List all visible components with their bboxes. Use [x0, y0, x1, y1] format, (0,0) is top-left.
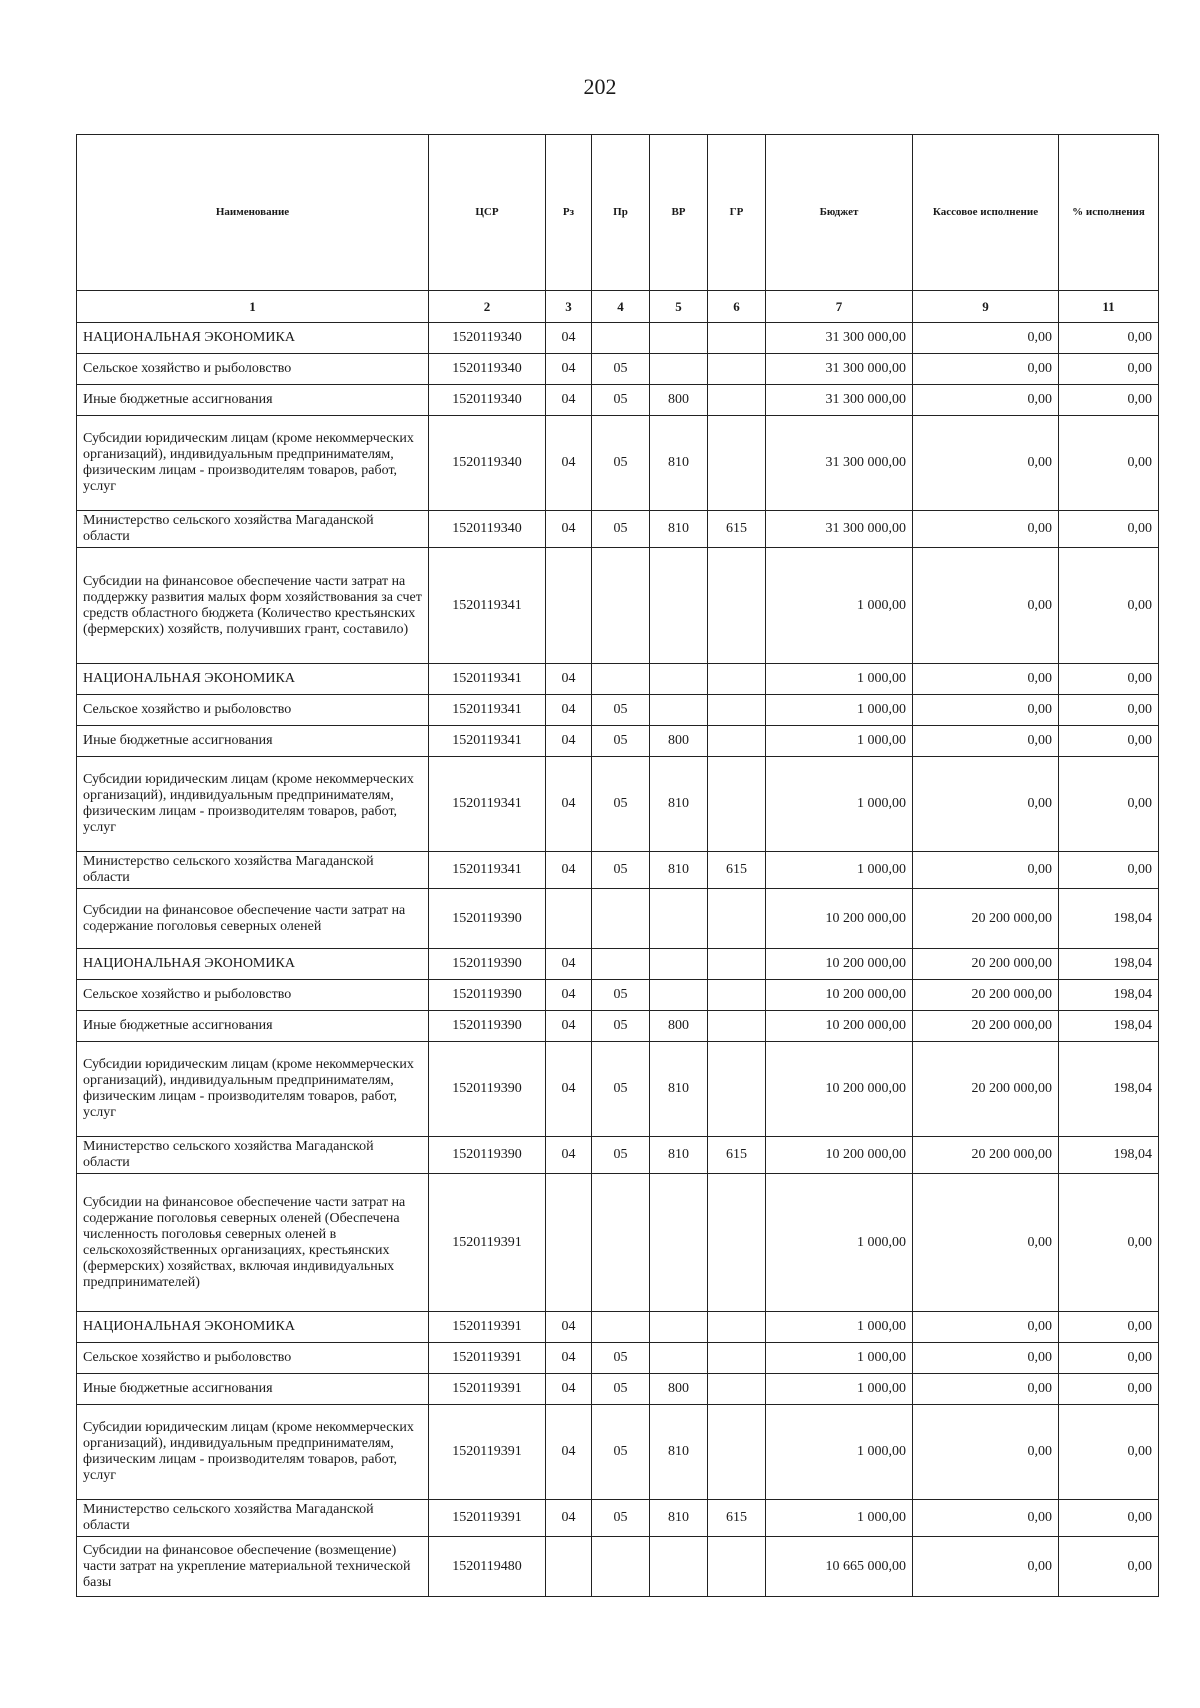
table-row	[77, 323, 1159, 354]
cell-pr: 05	[592, 1042, 650, 1137]
cell-rz	[546, 548, 592, 664]
cell-cash-execution: 0,00	[913, 695, 1059, 726]
cell-rz: 04	[546, 385, 592, 416]
cell-rz: 04	[546, 1500, 592, 1537]
table-row	[77, 511, 1159, 548]
cell-vr: 810	[650, 1137, 708, 1174]
cell-rz: 04	[546, 323, 592, 354]
cell-rz: 04	[546, 980, 592, 1011]
cell-cash-execution: 0,00	[913, 726, 1059, 757]
cell-vr: 810	[650, 416, 708, 511]
cell-cash-execution: 20 200 000,00	[913, 1042, 1059, 1137]
cell-percent-execution: 0,00	[1059, 664, 1159, 695]
cell-budget: 1 000,00	[766, 695, 913, 726]
column-numbers-row	[77, 291, 1159, 323]
cell-csr: 1520119390	[429, 1137, 546, 1174]
cell-name: НАЦИОНАЛЬНАЯ ЭКОНОМИКА	[77, 949, 429, 980]
cell-csr: 1520119341	[429, 852, 546, 889]
cell-csr: 1520119391	[429, 1500, 546, 1537]
table-row	[77, 1500, 1159, 1537]
cell-budget: 1 000,00	[766, 1405, 913, 1500]
cell-cash-execution: 0,00	[913, 511, 1059, 548]
cell-name: Сельское хозяйство и рыболовство	[77, 354, 429, 385]
table-row	[77, 1312, 1159, 1343]
cell-rz: 04	[546, 1343, 592, 1374]
column-number: 9	[913, 291, 1059, 323]
cell-cash-execution: 20 200 000,00	[913, 1011, 1059, 1042]
cell-vr	[650, 980, 708, 1011]
cell-budget: 10 200 000,00	[766, 1042, 913, 1137]
cell-name: Субсидии на финансовое обеспечение части затрат на содержание поголовья северных оленей	[77, 889, 429, 949]
cell-percent-execution: 0,00	[1059, 695, 1159, 726]
cell-csr: 1520119391	[429, 1374, 546, 1405]
cell-csr: 1520119390	[429, 949, 546, 980]
cell-pr: 05	[592, 757, 650, 852]
cell-budget: 1 000,00	[766, 1343, 913, 1374]
cell-rz: 04	[546, 1374, 592, 1405]
header-csr: ЦСР	[429, 135, 546, 291]
cell-gr	[708, 323, 766, 354]
cell-percent-execution: 0,00	[1059, 1500, 1159, 1537]
cell-name: Министерство сельского хозяйства Магаданской области	[77, 1500, 429, 1537]
cell-pr: 05	[592, 1374, 650, 1405]
cell-vr: 810	[650, 1500, 708, 1537]
cell-gr	[708, 385, 766, 416]
cell-budget: 1 000,00	[766, 852, 913, 889]
cell-pr: 05	[592, 511, 650, 548]
cell-gr: 615	[708, 511, 766, 548]
cell-percent-execution: 198,04	[1059, 949, 1159, 980]
header-gr: ГР	[708, 135, 766, 291]
cell-rz: 04	[546, 1137, 592, 1174]
cell-name: НАЦИОНАЛЬНАЯ ЭКОНОМИКА	[77, 664, 429, 695]
header-name: Наименование	[77, 135, 429, 291]
cell-csr: 1520119390	[429, 889, 546, 949]
cell-percent-execution: 0,00	[1059, 1374, 1159, 1405]
cell-csr: 1520119340	[429, 385, 546, 416]
cell-name: Министерство сельского хозяйства Магаданской области	[77, 511, 429, 548]
cell-budget: 1 000,00	[766, 664, 913, 695]
cell-rz: 04	[546, 852, 592, 889]
table-row	[77, 416, 1159, 511]
cell-cash-execution: 20 200 000,00	[913, 889, 1059, 949]
cell-vr	[650, 664, 708, 695]
cell-name: НАЦИОНАЛЬНАЯ ЭКОНОМИКА	[77, 323, 429, 354]
cell-pr	[592, 1537, 650, 1597]
cell-pr	[592, 949, 650, 980]
cell-pr: 05	[592, 385, 650, 416]
column-number: 5	[650, 291, 708, 323]
cell-name: Субсидии на финансовое обеспечение части затрат на содержание поголовья северных оленей (Обеспечена численность поголовья северных оленей в сельскохозяйственных организациях, крестьянских (фермерских) хозяйствах, включая индивидуальных предпринимателей)	[77, 1174, 429, 1312]
cell-name: Иные бюджетные ассигнования	[77, 1011, 429, 1042]
cell-vr	[650, 949, 708, 980]
cell-csr: 1520119391	[429, 1343, 546, 1374]
table-row	[77, 385, 1159, 416]
cell-rz	[546, 1174, 592, 1312]
cell-pr: 05	[592, 695, 650, 726]
cell-cash-execution: 0,00	[913, 548, 1059, 664]
cell-budget: 1 000,00	[766, 1174, 913, 1312]
cell-gr: 615	[708, 1500, 766, 1537]
cell-rz: 04	[546, 1042, 592, 1137]
cell-budget: 1 000,00	[766, 726, 913, 757]
cell-vr	[650, 1312, 708, 1343]
cell-vr	[650, 695, 708, 726]
cell-rz: 04	[546, 1011, 592, 1042]
column-number: 2	[429, 291, 546, 323]
cell-percent-execution: 0,00	[1059, 757, 1159, 852]
cell-rz: 04	[546, 726, 592, 757]
cell-gr: 615	[708, 1137, 766, 1174]
cell-pr	[592, 548, 650, 664]
cell-vr	[650, 1537, 708, 1597]
cell-rz: 04	[546, 1405, 592, 1500]
cell-csr: 1520119340	[429, 416, 546, 511]
cell-budget: 10 200 000,00	[766, 949, 913, 980]
cell-cash-execution: 0,00	[913, 354, 1059, 385]
cell-vr: 800	[650, 1011, 708, 1042]
cell-csr: 1520119390	[429, 1042, 546, 1137]
cell-name: Иные бюджетные ассигнования	[77, 726, 429, 757]
cell-cash-execution: 0,00	[913, 1174, 1059, 1312]
cell-name: Субсидии юридическим лицам (кроме некоммерческих организаций), индивидуальным предпринимателям, физическим лицам - производителям товаров, работ, услуг	[77, 1042, 429, 1137]
cell-pr	[592, 1312, 650, 1343]
cell-name: Субсидии юридическим лицам (кроме некоммерческих организаций), индивидуальным предпринимателям, физическим лицам - производителям товаров, работ, услуг	[77, 1405, 429, 1500]
column-number: 3	[546, 291, 592, 323]
cell-budget: 31 300 000,00	[766, 323, 913, 354]
table-row	[77, 1537, 1159, 1597]
cell-gr	[708, 949, 766, 980]
cell-name: Субсидии юридическим лицам (кроме некоммерческих организаций), индивидуальным предпринимателям, физическим лицам - производителям товаров, работ, услуг	[77, 757, 429, 852]
cell-vr: 800	[650, 385, 708, 416]
header-pr: Пр	[592, 135, 650, 291]
table-row	[77, 1405, 1159, 1500]
cell-vr	[650, 889, 708, 949]
cell-cash-execution: 0,00	[913, 385, 1059, 416]
cell-rz: 04	[546, 949, 592, 980]
cell-gr	[708, 416, 766, 511]
cell-gr	[708, 664, 766, 695]
cell-percent-execution: 0,00	[1059, 1343, 1159, 1374]
cell-gr	[708, 354, 766, 385]
cell-vr: 810	[650, 1405, 708, 1500]
cell-budget: 10 200 000,00	[766, 980, 913, 1011]
cell-budget: 1 000,00	[766, 548, 913, 664]
cell-name: Субсидии на финансовое обеспечение части затрат на поддержку развития малых форм хозяйствования за счет средств областного бюджета (Количество крестьянских (фермерских) хозяйств, получивших грант, составило)	[77, 548, 429, 664]
header-budget: Бюджет	[766, 135, 913, 291]
cell-budget: 10 200 000,00	[766, 1011, 913, 1042]
cell-vr: 810	[650, 1042, 708, 1137]
column-number: 6	[708, 291, 766, 323]
cell-cash-execution: 0,00	[913, 664, 1059, 695]
cell-cash-execution: 0,00	[913, 1374, 1059, 1405]
cell-percent-execution: 0,00	[1059, 1174, 1159, 1312]
table-row	[77, 664, 1159, 695]
cell-vr	[650, 1174, 708, 1312]
cell-gr	[708, 548, 766, 664]
cell-rz: 04	[546, 1312, 592, 1343]
table-row	[77, 757, 1159, 852]
cell-csr: 1520119340	[429, 511, 546, 548]
cell-name: Министерство сельского хозяйства Магаданской области	[77, 852, 429, 889]
cell-percent-execution: 198,04	[1059, 1137, 1159, 1174]
cell-name: Сельское хозяйство и рыболовство	[77, 695, 429, 726]
cell-percent-execution: 198,04	[1059, 980, 1159, 1011]
cell-percent-execution: 0,00	[1059, 548, 1159, 664]
table-body	[77, 323, 1159, 1597]
cell-vr: 800	[650, 726, 708, 757]
cell-budget: 31 300 000,00	[766, 354, 913, 385]
cell-csr: 1520119391	[429, 1174, 546, 1312]
cell-rz: 04	[546, 757, 592, 852]
cell-budget: 10 200 000,00	[766, 1137, 913, 1174]
cell-vr: 810	[650, 511, 708, 548]
cell-name: Сельское хозяйство и рыболовство	[77, 1343, 429, 1374]
cell-cash-execution: 0,00	[913, 1537, 1059, 1597]
cell-percent-execution: 0,00	[1059, 323, 1159, 354]
cell-name: Иные бюджетные ассигнования	[77, 1374, 429, 1405]
cell-pr: 05	[592, 354, 650, 385]
cell-vr	[650, 354, 708, 385]
cell-budget: 1 000,00	[766, 1312, 913, 1343]
cell-pr: 05	[592, 1137, 650, 1174]
cell-gr	[708, 1042, 766, 1137]
cell-vr: 800	[650, 1374, 708, 1405]
cell-pr	[592, 664, 650, 695]
cell-csr: 1520119480	[429, 1537, 546, 1597]
table-row	[77, 695, 1159, 726]
table-row	[77, 980, 1159, 1011]
cell-name: Субсидии на финансовое обеспечение (возмещение) части затрат на укрепление материальной технической базы	[77, 1537, 429, 1597]
cell-cash-execution: 20 200 000,00	[913, 980, 1059, 1011]
cell-percent-execution: 0,00	[1059, 385, 1159, 416]
cell-budget: 10 665 000,00	[766, 1537, 913, 1597]
header-cash-execution: Кассовое исполнение	[913, 135, 1059, 291]
table-row	[77, 548, 1159, 664]
header-vr: ВР	[650, 135, 708, 291]
cell-pr: 05	[592, 726, 650, 757]
cell-vr	[650, 323, 708, 354]
column-number: 4	[592, 291, 650, 323]
cell-pr	[592, 323, 650, 354]
table-row	[77, 1011, 1159, 1042]
cell-rz	[546, 1537, 592, 1597]
cell-budget: 1 000,00	[766, 1374, 913, 1405]
cell-percent-execution: 0,00	[1059, 511, 1159, 548]
cell-gr	[708, 757, 766, 852]
cell-cash-execution: 0,00	[913, 1405, 1059, 1500]
cell-pr	[592, 1174, 650, 1312]
cell-vr: 810	[650, 852, 708, 889]
cell-csr: 1520119340	[429, 323, 546, 354]
cell-vr: 810	[650, 757, 708, 852]
cell-csr: 1520119341	[429, 726, 546, 757]
table-row	[77, 354, 1159, 385]
header-rz: Рз	[546, 135, 592, 291]
cell-budget: 31 300 000,00	[766, 511, 913, 548]
cell-csr: 1520119391	[429, 1312, 546, 1343]
cell-gr: 615	[708, 852, 766, 889]
table-row	[77, 949, 1159, 980]
table-row	[77, 1374, 1159, 1405]
cell-csr: 1520119341	[429, 548, 546, 664]
cell-budget: 31 300 000,00	[766, 385, 913, 416]
cell-pr: 05	[592, 852, 650, 889]
table-row	[77, 1174, 1159, 1312]
cell-rz: 04	[546, 664, 592, 695]
cell-gr	[708, 1537, 766, 1597]
cell-cash-execution: 0,00	[913, 1312, 1059, 1343]
cell-gr	[708, 1374, 766, 1405]
cell-percent-execution: 0,00	[1059, 354, 1159, 385]
header-percent-execution: % исполнения	[1059, 135, 1159, 291]
cell-cash-execution: 20 200 000,00	[913, 1137, 1059, 1174]
cell-budget: 1 000,00	[766, 757, 913, 852]
cell-vr	[650, 1343, 708, 1374]
cell-gr	[708, 1174, 766, 1312]
cell-cash-execution: 0,00	[913, 1500, 1059, 1537]
cell-cash-execution: 0,00	[913, 1343, 1059, 1374]
cell-percent-execution: 198,04	[1059, 1011, 1159, 1042]
table-row	[77, 889, 1159, 949]
page-number: 202	[583, 74, 617, 99]
cell-cash-execution: 0,00	[913, 416, 1059, 511]
cell-cash-execution: 20 200 000,00	[913, 949, 1059, 980]
cell-cash-execution: 0,00	[913, 323, 1059, 354]
cell-gr	[708, 1011, 766, 1042]
cell-percent-execution: 0,00	[1059, 726, 1159, 757]
cell-pr: 05	[592, 416, 650, 511]
cell-rz: 04	[546, 695, 592, 726]
cell-gr	[708, 889, 766, 949]
cell-pr	[592, 889, 650, 949]
cell-pr: 05	[592, 1011, 650, 1042]
cell-gr	[708, 1343, 766, 1374]
cell-csr: 1520119341	[429, 757, 546, 852]
cell-csr: 1520119341	[429, 664, 546, 695]
cell-percent-execution: 0,00	[1059, 1312, 1159, 1343]
cell-rz: 04	[546, 354, 592, 385]
cell-percent-execution: 198,04	[1059, 889, 1159, 949]
table-row	[77, 1343, 1159, 1374]
cell-name: Министерство сельского хозяйства Магаданской области	[77, 1137, 429, 1174]
cell-percent-execution: 198,04	[1059, 1042, 1159, 1137]
cell-pr: 05	[592, 1343, 650, 1374]
cell-budget: 10 200 000,00	[766, 889, 913, 949]
table-row	[77, 1137, 1159, 1174]
cell-name: НАЦИОНАЛЬНАЯ ЭКОНОМИКА	[77, 1312, 429, 1343]
cell-csr: 1520119391	[429, 1405, 546, 1500]
column-number: 11	[1059, 291, 1159, 323]
cell-name: Иные бюджетные ассигнования	[77, 385, 429, 416]
cell-percent-execution: 0,00	[1059, 1405, 1159, 1500]
cell-budget: 31 300 000,00	[766, 416, 913, 511]
cell-gr	[708, 1405, 766, 1500]
cell-budget: 1 000,00	[766, 1500, 913, 1537]
cell-csr: 1520119341	[429, 695, 546, 726]
cell-csr: 1520119390	[429, 980, 546, 1011]
cell-gr	[708, 726, 766, 757]
cell-rz: 04	[546, 416, 592, 511]
table-row	[77, 1042, 1159, 1137]
column-number: 1	[77, 291, 429, 323]
budget-execution-table	[76, 134, 1159, 1597]
column-number: 7	[766, 291, 913, 323]
cell-csr: 1520119340	[429, 354, 546, 385]
cell-rz	[546, 889, 592, 949]
cell-pr: 05	[592, 980, 650, 1011]
table-row	[77, 852, 1159, 889]
cell-name: Субсидии юридическим лицам (кроме некоммерческих организаций), индивидуальным предпринимателям, физическим лицам - производителям товаров, работ, услуг	[77, 416, 429, 511]
cell-percent-execution: 0,00	[1059, 852, 1159, 889]
cell-gr	[708, 695, 766, 726]
cell-vr	[650, 548, 708, 664]
cell-gr	[708, 980, 766, 1011]
cell-pr: 05	[592, 1405, 650, 1500]
table-header-row	[77, 135, 1159, 291]
cell-gr	[708, 1312, 766, 1343]
cell-cash-execution: 0,00	[913, 852, 1059, 889]
cell-rz: 04	[546, 511, 592, 548]
cell-csr: 1520119390	[429, 1011, 546, 1042]
cell-pr: 05	[592, 1500, 650, 1537]
cell-percent-execution: 0,00	[1059, 1537, 1159, 1597]
table-row	[77, 726, 1159, 757]
cell-name: Сельское хозяйство и рыболовство	[77, 980, 429, 1011]
cell-percent-execution: 0,00	[1059, 416, 1159, 511]
cell-cash-execution: 0,00	[913, 757, 1059, 852]
